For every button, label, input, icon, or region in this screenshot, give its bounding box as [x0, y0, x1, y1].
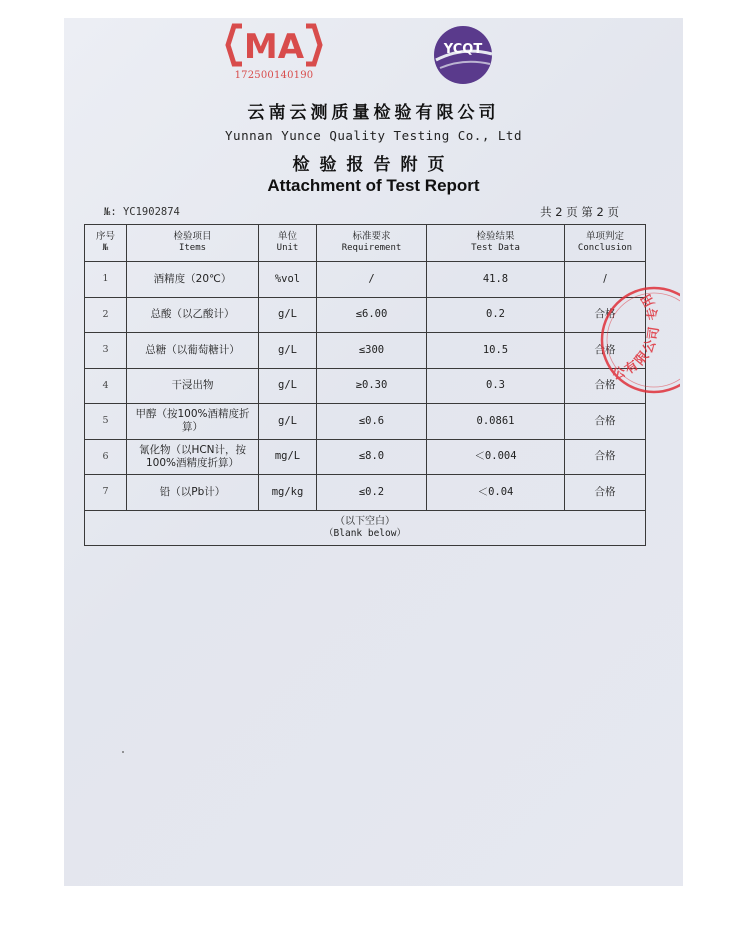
col-header-conclusion-en: Conclusion	[577, 243, 633, 254]
conclusion: 合格	[565, 368, 646, 404]
table-row	[85, 262, 646, 298]
requirement: /	[317, 262, 427, 298]
test-results-table	[84, 224, 646, 546]
blank-below-cell	[85, 510, 646, 546]
ycqt-logo-text: YCQT	[443, 42, 483, 57]
conclusion: 合格	[565, 439, 646, 475]
test-result: 0.3	[427, 368, 565, 404]
col-header-items-cn: 检验项目	[173, 231, 212, 243]
ma-certificate-number: 172500140190	[234, 70, 314, 81]
requirement: ≤300	[317, 333, 427, 369]
col-header-requirement-cn: 标准要求	[352, 231, 391, 243]
requirement: ≤0.2	[317, 475, 427, 511]
col-header-test-data-cn: 检验结果	[476, 231, 515, 243]
conclusion: 合格	[565, 297, 646, 333]
row-number: 5	[85, 404, 127, 440]
test-item: 甲醇（按100%酒精度折算）	[127, 404, 259, 440]
test-result: ＜0.004	[427, 439, 565, 475]
col-header-no-en: №	[102, 243, 109, 254]
row-number: 3	[85, 333, 127, 369]
table-row	[85, 297, 646, 333]
row-number: 1	[85, 262, 127, 298]
requirement: ≤6.00	[317, 297, 427, 333]
col-header-items	[127, 225, 259, 262]
table-row	[85, 439, 646, 475]
unit: %vol	[259, 262, 317, 298]
report-title-cn: 检验报告附页	[292, 155, 455, 175]
test-item: 酒精度（20℃）	[127, 262, 259, 298]
table-row	[85, 368, 646, 404]
conclusion: 合格	[565, 404, 646, 440]
row-number: 7	[85, 475, 127, 511]
company-name-en: Yunnan Yunce Quality Testing Co., Ltd	[225, 128, 522, 143]
unit: g/L	[259, 297, 317, 333]
test-result: 10.5	[427, 333, 565, 369]
table-header-row	[85, 225, 646, 262]
unit: g/L	[259, 368, 317, 404]
blank-below-en: （Blank below）	[324, 528, 406, 540]
blank-below-cn: （以下空白）	[335, 515, 395, 527]
unit: g/L	[259, 404, 317, 440]
report-sheet	[64, 18, 683, 886]
ycqt-logo	[430, 24, 496, 86]
report-title-en: Attachment of Test Report	[267, 176, 480, 195]
row-number: 6	[85, 439, 127, 475]
row-number: 2	[85, 297, 127, 333]
test-result: 0.0861	[427, 404, 565, 440]
unit: mg/kg	[259, 475, 317, 511]
col-header-items-en: Items	[178, 243, 207, 254]
unit: mg/L	[259, 439, 317, 475]
col-header-no-cn: 序号	[95, 231, 115, 243]
report-number: №: YC1902874	[104, 206, 180, 218]
col-header-requirement	[317, 225, 427, 262]
conclusion: /	[565, 262, 646, 298]
speck	[122, 751, 124, 753]
requirement: ≤8.0	[317, 439, 427, 475]
col-header-test-data-en: Test Data	[471, 243, 520, 254]
test-item: 干浸出物	[127, 368, 259, 404]
col-header-no	[85, 225, 127, 262]
table-row	[85, 333, 646, 369]
col-header-unit-cn: 单位	[277, 231, 297, 243]
test-item: 总糖（以葡萄糖计）	[127, 333, 259, 369]
svg-text:公有限公司 专用章	[584, 280, 663, 383]
company-name-cn: 云南云测质量检验有限公司	[247, 103, 500, 123]
row-number: 4	[85, 368, 127, 404]
test-item: 总酸（以乙酸计）	[127, 297, 259, 333]
page-info: 共 2 页 第 2 页	[540, 205, 619, 219]
conclusion: 合格	[565, 333, 646, 369]
cma-logo	[224, 20, 324, 86]
col-header-requirement-en: Requirement	[341, 243, 402, 254]
seal-text: 公有限公司 专用	[610, 289, 663, 384]
col-header-unit	[259, 225, 317, 262]
requirement: ≥0.30	[317, 368, 427, 404]
unit: g/L	[259, 333, 317, 369]
col-header-test-data	[427, 225, 565, 262]
table-row	[85, 404, 646, 440]
test-result: ＜0.04	[427, 475, 565, 511]
test-result: 41.8	[427, 262, 565, 298]
test-item: 氰化物（以HCN计，按100%酒精度折算）	[127, 439, 259, 475]
cma-logo-mark	[224, 20, 324, 70]
test-result: 0.2	[427, 297, 565, 333]
table-row	[85, 475, 646, 511]
col-header-conclusion-cn: 单项判定	[585, 231, 624, 243]
test-item: 铅（以Pb计）	[127, 475, 259, 511]
conclusion: 合格	[565, 475, 646, 511]
col-header-unit-en: Unit	[276, 243, 299, 254]
blank-below-row	[85, 510, 646, 546]
ma-logo-text: MA	[243, 27, 305, 67]
company-seal-stamp	[584, 280, 680, 396]
requirement: ≤0.6	[317, 404, 427, 440]
col-header-conclusion	[565, 225, 646, 262]
